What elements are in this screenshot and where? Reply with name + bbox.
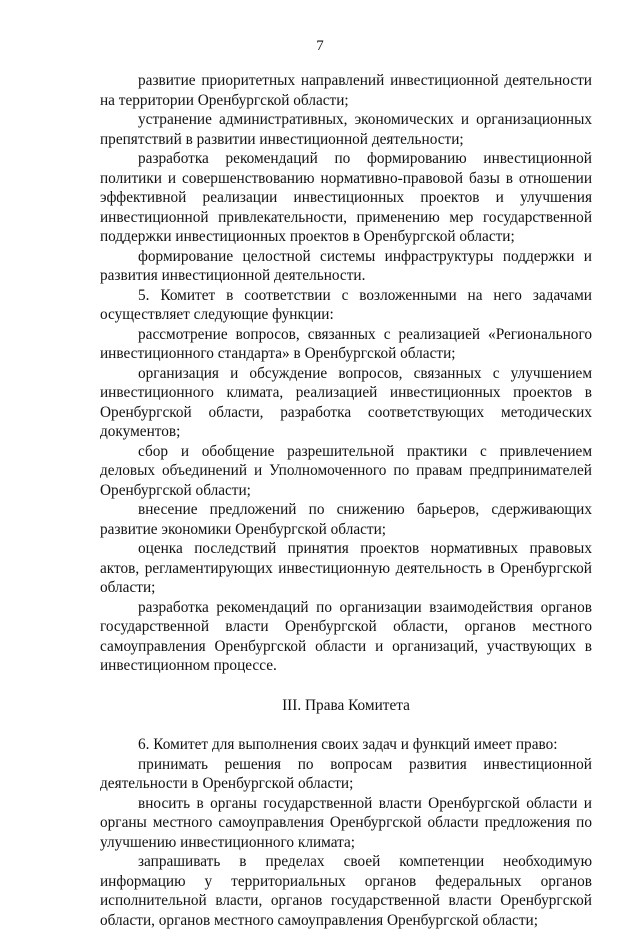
paragraph: разработка рекомендаций по организации взаимодействия органов государственной власти Оренбургской области, органов местного самоуправления Оренбургской области и организаций, участвующих в инвестиционном процессе. xyxy=(100,598,592,674)
paragraph: внесение предложений по снижению барьеров, сдерживающих развитие экономики Оренбургской области; xyxy=(100,501,592,538)
paragraph: принимать решения по вопросам развития инвестиционной деятельности в Оренбургской области; xyxy=(100,755,592,792)
paragraph: 5. Комитет в соответствии с возложенными на него задачами осуществляет следующие функции: xyxy=(100,286,592,323)
document-body xyxy=(100,71,592,930)
page-number: 7 xyxy=(316,38,324,54)
section-heading: III. Права Комитета xyxy=(282,696,410,714)
paragraph: оценка последствий принятия проектов нормативных правовых актов, регламентирующих инвестиционную деятельность в Оренбургской области; xyxy=(100,540,592,596)
paragraph: запрашивать в пределах своей компетенции необходимую информацию у территориальных органов федеральных органов исполнительной власти, органов государственной власти Оренбургской области, органов местного самоуправления Оренбургской области; xyxy=(100,853,592,929)
paragraph: вносить в органы государственной власти Оренбургской области и органы местного самоуправления Оренбургской области предложения по улучшению инвестиционного климата; xyxy=(100,794,592,851)
paragraph: формирование целостной системы инфраструктуры поддержки и развития инвестиционной деятельности. xyxy=(100,247,592,284)
paragraph: рассмотрение вопросов, связанных с реализацией «Регионального инвестиционного стандарта» в Оренбургской области; xyxy=(100,325,592,362)
paragraph: 6. Комитет для выполнения своих задач и функций имеет право: xyxy=(138,736,558,753)
paragraph: устранение административных, экономических и организационных препятствий в развитии инвестиционной деятельности; xyxy=(100,111,592,148)
paragraph: разработка рекомендаций по формированию инвестиционной политики и совершенствованию нормативно-правовой базы в отношении эффективной реализации инвестиционных проектов и улучшения инвестиционной привлекательности, применению мер государственной поддержки инвестиционных проектов в Оренбургской области; xyxy=(100,150,592,245)
paragraph: сбор и обобщение разрешительной практики с привлечением деловых объединений и Уполномоченного по правам предпринимателей Оренбургской области; xyxy=(100,442,592,499)
paragraph: развитие приоритетных направлений инвестиционной деятельности на территории Оренбургской области; xyxy=(100,72,592,109)
paragraph: организация и обсуждение вопросов, связанных с улучшением инвестиционного климата, реализацией инвестиционных проектов в Оренбургской области, разработка соответствующих методических документов; xyxy=(100,364,592,440)
